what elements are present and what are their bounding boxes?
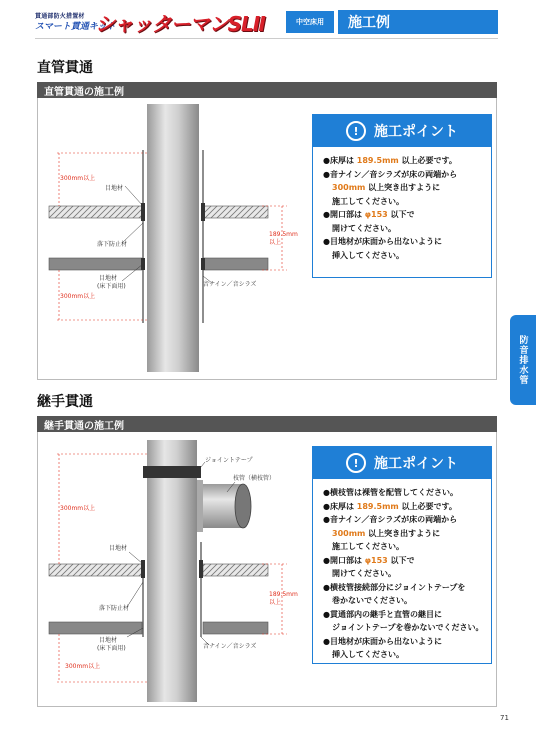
s2-floor-thk2: 以上 <box>269 599 282 606</box>
s2-dim-bottom: 300mm以上 <box>65 663 101 670</box>
section2-diagram <box>37 432 312 707</box>
s1-floor-thk: 189.5mm <box>269 231 298 238</box>
s1-dim-top: 300mm以上 <box>60 175 96 182</box>
section1-point-head <box>313 115 491 147</box>
point-item: ●目地材が床面から出ないように <box>323 636 442 646</box>
point-item: 300mm 以上突き出すように <box>332 183 441 192</box>
point-item: 施工してください。 <box>332 542 404 551</box>
section1-point-box <box>312 114 492 278</box>
s1-joint-mat2b: (床下面用) <box>97 283 126 290</box>
point-item: ●音ナイン／音シラズが床の両端から <box>323 515 458 524</box>
header-caption: 貫通部防火措置材 <box>35 13 85 20</box>
header-badge: 中空床用 <box>286 11 334 33</box>
s1-fall-stop: 落下防止材 <box>97 241 128 248</box>
floor-slab-top-left <box>49 206 142 218</box>
s1-joint-mat2: 目地材 <box>99 275 118 282</box>
s1-sound-label: 音ナイン／音シラズ <box>203 281 257 288</box>
s2-joint-tape-label: ジョイントテープ <box>205 457 253 464</box>
section2-point-title: 施工ポイント <box>374 456 458 472</box>
point-item: 挿入してください。 <box>332 250 404 260</box>
s2-joint-mat2: 目地材 <box>99 637 118 644</box>
s2-dim-top: 300mm以上 <box>60 505 96 512</box>
side-tab[interactable]: 防音排水管 <box>510 315 536 405</box>
point-item: ●床厚は 189.5mm 以上必要です。 <box>323 156 457 165</box>
section1-point-title: 施工ポイント <box>374 124 458 140</box>
point-item: ●音ナイン／音シラズが床の両端から <box>323 169 458 179</box>
section2-point-box <box>312 446 492 664</box>
s2-sound-label: 音ナイン／音シラズ <box>203 643 257 650</box>
floor-slab-bottom-right <box>203 258 268 270</box>
section2-point-list <box>313 479 491 669</box>
section1-title: 直管貫通 <box>37 60 93 76</box>
joint-tape <box>143 466 201 478</box>
section1-point-list <box>313 147 491 269</box>
s1-dim-bottom: 300mm以上 <box>60 293 96 300</box>
point-item: ●横枝管は裸管を配管してください。 <box>323 488 458 497</box>
point-item: ●目地材が床面から出ないように <box>323 237 442 246</box>
s2-fall-stop: 落下防止材 <box>99 605 130 612</box>
header-logo: シャッターマンSLⅡ <box>95 12 265 36</box>
point-item: ●貫通部内の継手と直管の継目に <box>323 609 442 619</box>
floor-slab-bottom-left <box>49 258 142 270</box>
header-section-title: 施工例 <box>338 10 498 34</box>
header-kit-name: スマート貫通キット <box>35 22 116 32</box>
point-item: 巻かないでください。 <box>332 596 412 605</box>
point-item: ●開口部は φ153 以下で <box>323 555 415 565</box>
s2-joint-mat2b: (床下面用) <box>97 645 126 652</box>
floor-slab-top-right <box>203 206 268 218</box>
s2-branch-label: 枝管（横枝管） <box>233 475 276 482</box>
point-item: 開けてください。 <box>332 569 396 578</box>
point-item: 開けてください。 <box>332 223 396 233</box>
s2-joint-mat1: 目地材 <box>109 545 128 552</box>
header-divider <box>35 38 498 39</box>
point-item: ●開口部は φ153 以下で <box>323 210 415 219</box>
section1-diagram <box>37 98 312 380</box>
exclamation-icon: ! <box>346 121 366 141</box>
point-item: ●横枝管接続部分にジョイントテープを <box>323 582 466 592</box>
section2-point-head <box>313 447 491 479</box>
point-item: ジョイントテープを巻かないでください。 <box>332 623 484 632</box>
page-number: 71 <box>500 714 509 722</box>
point-item: ●床厚は 189.5mm 以上必要です。 <box>323 501 457 511</box>
pipe-main <box>147 440 197 702</box>
section1-bar: 直管貫通の施工例 <box>37 82 497 98</box>
point-item: 300mm 以上突き出すように <box>332 528 441 538</box>
pipe <box>147 104 199 372</box>
point-item: 施工してください。 <box>332 196 404 206</box>
section2-bar: 継手貫通の施工例 <box>37 416 497 432</box>
s2-floor-thk: 189.5mm <box>269 591 298 598</box>
point-item: 挿入してください。 <box>332 650 404 659</box>
s1-floor-thk2: 以上 <box>269 239 282 246</box>
s1-joint-mat1: 目地材 <box>105 185 124 192</box>
section2-title: 継手貫通 <box>37 394 93 410</box>
exclamation-icon: ! <box>346 453 366 473</box>
